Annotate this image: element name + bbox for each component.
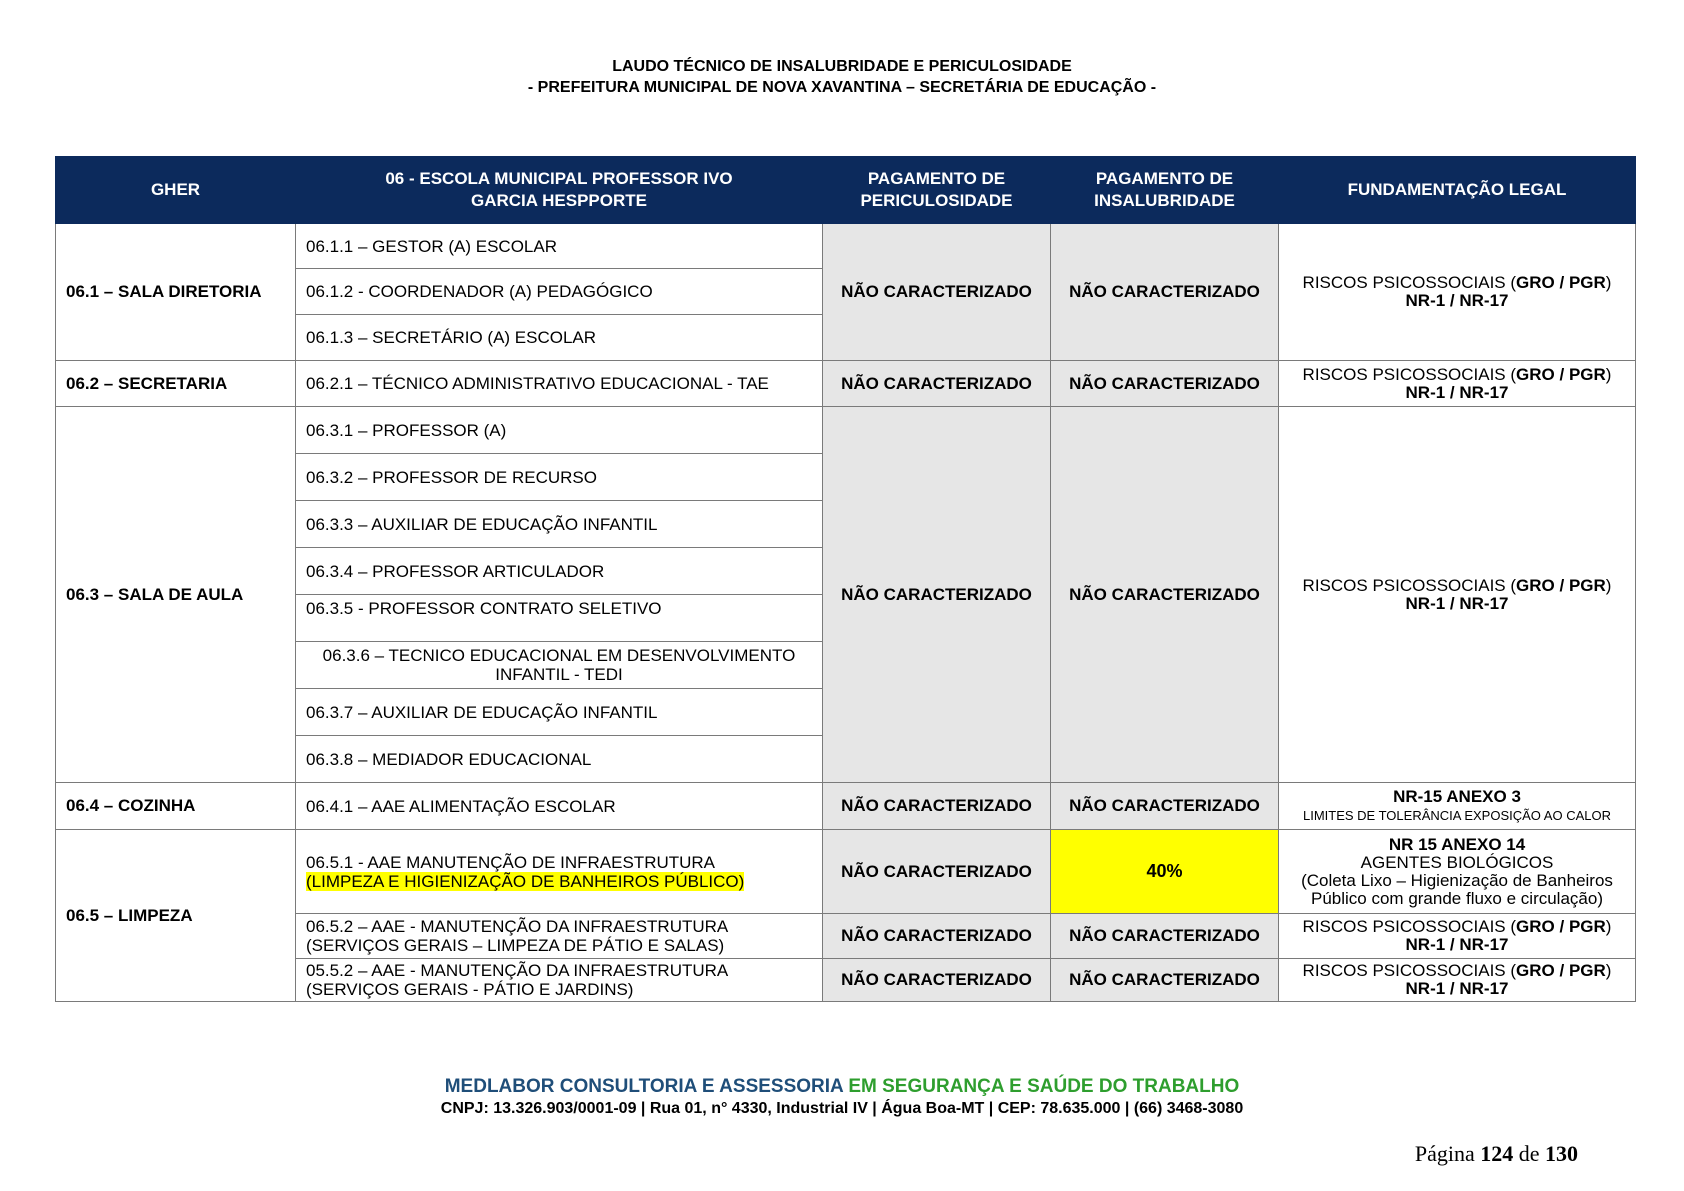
function-cell: 06.3.8 – MEDIADOR EDUCACIONAL bbox=[296, 736, 823, 783]
insal-line1: PAGAMENTO DE bbox=[1095, 169, 1234, 188]
insalubridade-cell: NÃO CARACTERIZADO bbox=[1051, 959, 1279, 1002]
insalubridade-cell: NÃO CARACTERIZADO bbox=[1051, 224, 1279, 361]
fund-small: LIMITES DE TOLERÂNCIA EXPOSIÇÃO AO CALOR bbox=[1302, 807, 1611, 823]
function-line: 05.5.2 – AAE - MANUTENÇÃO DA INFRAESTRUTURA bbox=[306, 961, 729, 980]
psico-bold: GRO / PGR bbox=[1516, 364, 1606, 384]
function-cell: 06.3.2 – PROFESSOR DE RECURSO bbox=[296, 454, 823, 501]
legal-basis-cell bbox=[1279, 830, 1636, 914]
psico-close: ) bbox=[1605, 961, 1612, 980]
insalubridade-value-cell: 40% bbox=[1051, 830, 1279, 914]
function-cell bbox=[296, 914, 823, 959]
legal-basis-cell bbox=[1279, 914, 1636, 959]
insalubridade-cell: NÃO CARACTERIZADO bbox=[1051, 407, 1279, 783]
function-line: (SERVIÇOS GERAIS - PÁTIO E JARDINS) bbox=[306, 980, 634, 999]
psico-text: RISCOS PSICOSSOCIAIS ( bbox=[1302, 961, 1517, 980]
function-cell: 06.4.1 – AAE ALIMENTAÇÃO ESCOLAR bbox=[296, 783, 823, 830]
page-label: Página bbox=[1414, 1141, 1475, 1166]
function-cell: 06.2.1 – TÉCNICO ADMINISTRATIVO EDUCACIONAL - TAE bbox=[296, 361, 823, 407]
psico-text: RISCOS PSICOSSOCIAIS ( bbox=[1302, 917, 1517, 936]
periculosidade-cell: NÃO CARACTERIZADO bbox=[823, 224, 1051, 361]
table-header-row bbox=[56, 157, 1636, 224]
function-cell: 06.3.1 – PROFESSOR (A) bbox=[296, 407, 823, 454]
nr-line: NR-1 / NR-17 bbox=[1405, 935, 1509, 954]
column-header-insalubridade bbox=[1051, 157, 1279, 224]
gher-sala-diretoria: 06.1 – SALA DIRETORIA bbox=[56, 224, 296, 361]
highlighted-function-line: (LIMPEZA E HIGIENIZAÇÃO DE BANHEIROS PÚBLICO) bbox=[306, 871, 745, 891]
function-cell bbox=[296, 642, 823, 689]
page-of: de bbox=[1518, 1141, 1540, 1166]
nr-line: NR-1 / NR-17 bbox=[1405, 382, 1509, 402]
function-line: 06.5.2 – AAE - MANUTENÇÃO DA INFRAESTRUTURA bbox=[306, 917, 729, 936]
column-header-fundamentacao: FUNDAMENTAÇÃO LEGAL bbox=[1279, 157, 1636, 224]
school-line2: GARCIA HESPPORTE bbox=[470, 191, 647, 210]
column-header-periculosidade bbox=[823, 157, 1051, 224]
gher-sala-de-aula: 06.3 – SALA DE AULA bbox=[56, 407, 296, 783]
company-name: MEDLABOR CONSULTORIA E ASSESSORIA bbox=[444, 1076, 844, 1097]
peric-line2: PERICULOSIDADE bbox=[860, 191, 1013, 210]
psico-close: ) bbox=[1605, 575, 1612, 595]
fund-bold: NR-15 ANEXO 3 bbox=[1393, 786, 1521, 806]
gher-secretaria: 06.2 – SECRETARIA bbox=[56, 361, 296, 407]
function-line: INFANTIL - TEDI bbox=[495, 665, 623, 684]
psico-text: RISCOS PSICOSSOCIAIS ( bbox=[1302, 273, 1517, 292]
function-line: 06.3.6 – TECNICO EDUCACIONAL EM DESENVOLVIMENTO bbox=[322, 646, 796, 665]
header-title: LAUDO TÉCNICO DE INSALUBRIDADE E PERICULOSIDADE bbox=[612, 58, 1072, 75]
nr-line: NR-1 / NR-17 bbox=[1405, 291, 1509, 310]
function-cell: 06.3.4 – PROFESSOR ARTICULADOR bbox=[296, 548, 823, 595]
function-line: (SERVIÇOS GERAIS – LIMPEZA DE PÁTIO E SALAS) bbox=[306, 936, 725, 955]
psico-bold: GRO / PGR bbox=[1516, 575, 1606, 595]
function-line: 06.5.1 - AAE MANUTENÇÃO DE INFRAESTRUTURA bbox=[306, 852, 716, 872]
insalubridade-cell: NÃO CARACTERIZADO bbox=[1051, 783, 1279, 830]
function-cell bbox=[296, 959, 823, 1002]
psico-close: ) bbox=[1605, 273, 1612, 292]
legal-basis-cell bbox=[1279, 783, 1636, 830]
periculosidade-cell: NÃO CARACTERIZADO bbox=[823, 959, 1051, 1002]
legal-basis-cell bbox=[1279, 959, 1636, 1002]
fund-line: AGENTES BIOLÓGICOS bbox=[1360, 852, 1554, 872]
fund-line: (Coleta Lixo – Higienização de Banheiros bbox=[1301, 870, 1613, 890]
document-header bbox=[0, 56, 1684, 98]
header-subtitle: - PREFEITURA MUNICIPAL DE NOVA XAVANTINA – SECRETÁRIA DE EDUCAÇÃO - bbox=[527, 79, 1157, 96]
column-header-gher: GHER bbox=[56, 157, 296, 224]
peric-line1: PAGAMENTO DE bbox=[867, 169, 1006, 188]
periculosidade-cell: NÃO CARACTERIZADO bbox=[823, 361, 1051, 407]
table-row bbox=[56, 224, 1636, 269]
psico-bold: GRO / PGR bbox=[1516, 917, 1606, 936]
fund-line: Público com grande fluxo e circulação) bbox=[1311, 888, 1603, 908]
nr-line: NR-1 / NR-17 bbox=[1405, 593, 1509, 613]
function-cell: 06.3.5 - PROFESSOR CONTRATO SELETIVO bbox=[296, 595, 823, 642]
nr-line: NR-1 / NR-17 bbox=[1405, 979, 1509, 998]
function-cell: 06.1.3 – SECRETÁRIO (A) ESCOLAR bbox=[296, 315, 823, 361]
footer-address: CNPJ: 13.326.903/0001-09 | Rua 01, n° 4330, Industrial IV | Água Boa-MT | CEP: 78.635.000 | (66) 3468-3080 bbox=[440, 1100, 1244, 1117]
table-row bbox=[56, 783, 1636, 830]
page-current: 124 bbox=[1480, 1141, 1514, 1166]
page-total: 130 bbox=[1545, 1141, 1578, 1166]
psico-text: RISCOS PSICOSSOCIAIS ( bbox=[1302, 575, 1517, 595]
table-row bbox=[56, 361, 1636, 407]
school-line1: 06 - ESCOLA MUNICIPAL PROFESSOR IVO bbox=[385, 169, 733, 188]
periculosidade-cell: NÃO CARACTERIZADO bbox=[823, 783, 1051, 830]
fund-bold: NR 15 ANEXO 14 bbox=[1388, 834, 1526, 854]
psico-close: ) bbox=[1605, 364, 1612, 384]
insalubridade-cell: NÃO CARACTERIZADO bbox=[1051, 361, 1279, 407]
periculosidade-cell: NÃO CARACTERIZADO bbox=[823, 914, 1051, 959]
legal-basis-cell bbox=[1279, 224, 1636, 361]
psico-bold: GRO / PGR bbox=[1516, 961, 1606, 980]
insalubridade-cell: NÃO CARACTERIZADO bbox=[1051, 914, 1279, 959]
column-header-school bbox=[296, 157, 823, 224]
function-cell: 06.3.7 – AUXILIAR DE EDUCAÇÃO INFANTIL bbox=[296, 689, 823, 736]
function-cell bbox=[296, 830, 823, 914]
periculosidade-cell: NÃO CARACTERIZADO bbox=[823, 830, 1051, 914]
legal-basis-cell bbox=[1279, 361, 1636, 407]
periculosidade-cell: NÃO CARACTERIZADO bbox=[823, 407, 1051, 783]
function-cell: 06.1.1 – GESTOR (A) ESCOLAR bbox=[296, 224, 823, 269]
gher-cozinha: 06.4 – COZINHA bbox=[56, 783, 296, 830]
insal-line2: INSALUBRIDADE bbox=[1094, 191, 1235, 210]
function-cell: 06.1.2 - COORDENADOR (A) PEDAGÓGICO bbox=[296, 269, 823, 315]
function-cell: 06.3.3 – AUXILIAR DE EDUCAÇÃO INFANTIL bbox=[296, 501, 823, 548]
psico-text: RISCOS PSICOSSOCIAIS ( bbox=[1302, 364, 1517, 384]
psico-close: ) bbox=[1605, 917, 1612, 936]
page-number bbox=[1415, 1141, 1578, 1167]
table-row bbox=[56, 830, 1636, 914]
table-row bbox=[56, 407, 1636, 454]
gher-limpeza: 06.5 – LIMPEZA bbox=[56, 830, 296, 1002]
insalubrity-table bbox=[55, 156, 1636, 1002]
company-tagline: EM SEGURANÇA E SAÚDE DO TRABALHO bbox=[848, 1076, 1240, 1097]
psico-bold: GRO / PGR bbox=[1516, 273, 1606, 292]
legal-basis-cell bbox=[1279, 407, 1636, 783]
footer-company bbox=[0, 1076, 1684, 1098]
